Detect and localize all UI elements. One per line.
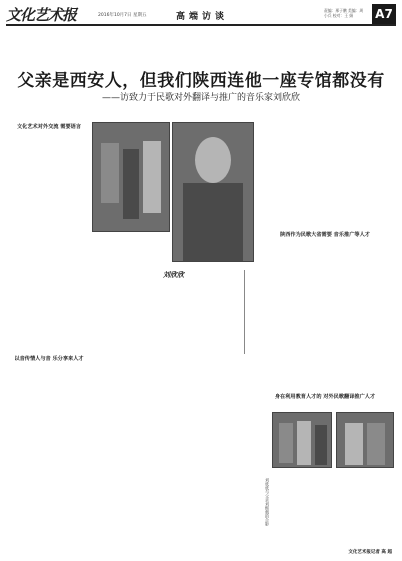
byline: 文化艺术报记者 高 超 (348, 550, 392, 555)
col4-paragraph-1 (258, 122, 392, 232)
photo-caption: 刘欣欣与父亲刘熙载的合影 (265, 478, 270, 526)
article-subhead: ——访致力于民歌对外翻译与推广的音乐家刘欣欣 (101, 93, 300, 103)
col1-paragraph-3 (10, 372, 88, 542)
col5-paragraph-1 (172, 408, 258, 542)
portrait-photo-1 (172, 122, 254, 262)
col1-paragraph-1 (10, 140, 88, 270)
col6-paragraph-1 (272, 474, 394, 542)
col2-paragraph-1 (92, 236, 162, 542)
masthead (6, 4, 396, 26)
issue-date: 2016年10月7日 星期五 (98, 13, 147, 18)
col1-paragraph-2 (10, 272, 88, 352)
article-headline: 父亲是西安人，但我们陕西连他一座专馆都没有 (17, 71, 385, 91)
newspaper-logo: 文化艺术报 (6, 6, 77, 24)
pullquote-box (163, 270, 245, 354)
couple-photo (336, 412, 394, 468)
section-heading-4: 身在利用教育人才的 对外民歌翻译推广人才 (274, 394, 376, 400)
editor-info: 责编：邢子鹏 美编：周小兵 校对：王 娟 (324, 8, 364, 18)
section-heading-1: 文化艺术对外交流 需要语言 (16, 124, 82, 130)
section-name: 高端访谈 (176, 12, 229, 22)
section-heading-2: 以音传情人与音 乐分享来人才 (14, 356, 84, 362)
family-photo (272, 412, 332, 468)
group-photo-1 (92, 122, 170, 232)
pullquote-name: 刘欣欣 (163, 270, 184, 279)
col4-paragraph-2 (258, 250, 392, 390)
section-heading-3: 陕西作为民歌大省需要 音乐推广等人才 (280, 232, 370, 238)
page-number-badge: A7 (372, 4, 396, 24)
